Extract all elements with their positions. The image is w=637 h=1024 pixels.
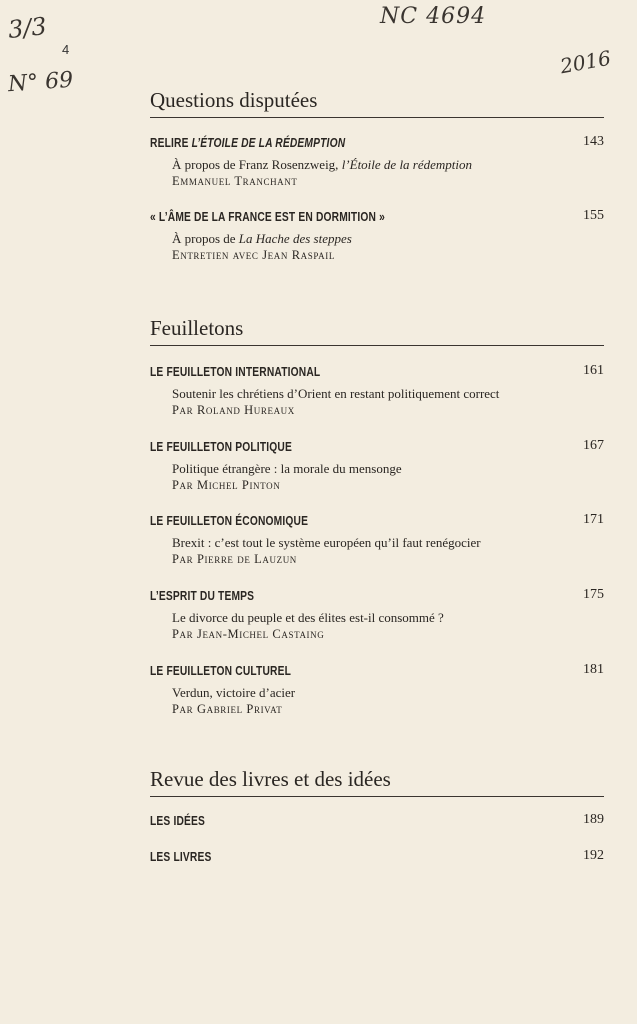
toc-entry xyxy=(150,440,604,493)
entry-author: Par Gabriel Privat xyxy=(172,702,283,716)
entry-heading: « L’ÂME DE LA FRANCE EST EN DORMITION » xyxy=(150,210,385,224)
toc-entry xyxy=(150,814,604,828)
entry-page-number: 192 xyxy=(583,848,604,863)
entry-heading: LE FEUILLETON CULTUREL xyxy=(150,664,292,678)
entry-subtitle: À propos de Franz Rosenzweig, l’Étoile de la rédemption xyxy=(172,157,473,172)
handwritten-issue-number: N° 69 xyxy=(7,67,75,98)
handwritten-catalog-number: NC 4694 xyxy=(380,4,487,29)
toc-entry xyxy=(150,589,604,642)
entry-subtitle: Verdun, victoire d’acier xyxy=(172,685,296,700)
entry-author: Emmanuel Tranchant xyxy=(172,174,298,188)
entry-page-number: 181 xyxy=(583,662,604,677)
entry-page-number: 167 xyxy=(583,438,604,453)
section-questions-disputees xyxy=(150,88,604,118)
section-revue-des-livres xyxy=(150,767,604,797)
entry-subtitle: Soutenir les chrétiens d’Orient en restant politiquement correct xyxy=(172,386,500,401)
handwritten-year: 2016 xyxy=(558,45,613,79)
entry-heading: LES LIVRES xyxy=(150,850,212,864)
toc-entry xyxy=(150,365,604,418)
handwritten-note-top-left: 3/3 xyxy=(6,12,48,44)
page-number: 4 xyxy=(62,42,70,57)
toc-entry xyxy=(150,850,604,864)
entry-author: Entretien avec Jean Raspail xyxy=(172,248,335,262)
section-title: Feuilletons xyxy=(150,316,604,346)
entry-heading: LE FEUILLETON INTERNATIONAL xyxy=(150,365,321,379)
entry-page-number: 189 xyxy=(583,812,604,827)
toc-entry xyxy=(150,514,604,567)
entry-page-number: 155 xyxy=(583,208,604,223)
toc-entry xyxy=(150,210,604,263)
entry-author: Par Roland Hureaux xyxy=(172,403,295,417)
entry-subtitle: Brexit : c’est tout le système européen qu’il faut renégocier xyxy=(172,535,481,550)
entry-subtitle: Politique étrangère : la morale du mensonge xyxy=(172,461,402,476)
toc-entry xyxy=(150,136,604,189)
entry-page-number: 143 xyxy=(583,134,604,149)
section-title: Revue des livres et des idées xyxy=(150,767,604,797)
entry-heading: LES IDÉES xyxy=(150,814,206,828)
entry-page-number: 175 xyxy=(583,587,604,602)
toc-entry xyxy=(150,664,604,717)
entry-page-number: 161 xyxy=(583,363,604,378)
section-title: Questions disputées xyxy=(150,88,604,118)
entry-heading: LE FEUILLETON POLITIQUE xyxy=(150,440,292,454)
entry-author: Par Pierre de Lauzun xyxy=(172,552,297,566)
entry-author: Par Michel Pinton xyxy=(172,478,281,492)
section-feuilletons xyxy=(150,316,604,346)
entry-subtitle: Le divorce du peuple et des élites est-il consommé ? xyxy=(172,610,444,625)
entry-page-number: 171 xyxy=(583,512,604,527)
entry-heading: L’ESPRIT DU TEMPS xyxy=(150,589,255,603)
entry-heading: LE FEUILLETON ÉCONOMIQUE xyxy=(150,514,309,528)
entry-author: Par Jean-Michel Castaing xyxy=(172,627,325,641)
entry-heading: RELIRE L’ÉTOILE DE LA RÉDEMPTION xyxy=(150,136,346,150)
entry-subtitle: À propos de La Hache des steppes xyxy=(172,231,352,246)
